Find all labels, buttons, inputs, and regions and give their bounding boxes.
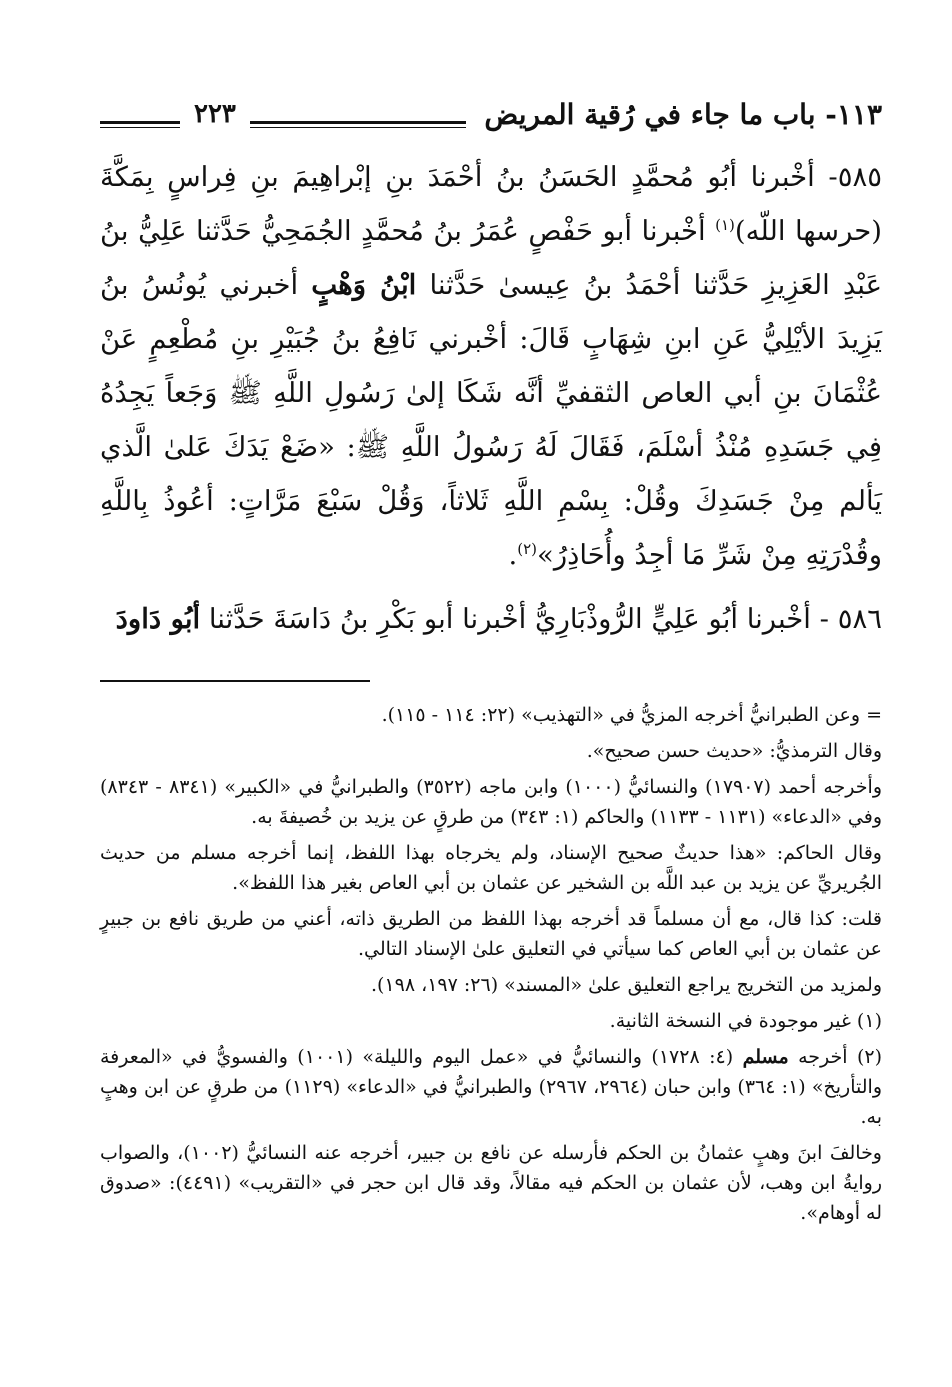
footnote-continued-4: وقال الحاكم: «هذا حديثٌ صحيح الإسناد، ولم يخرجاه بهذا اللفظ، إنما أخرجه مسلم من حديث الجُريريِّ عن يزيد بن عبد اللَّه بن الشخير عن عثمان بن أبي العاص بغير هذا اللفظ». bbox=[100, 842, 882, 894]
footnote-ref-1: (١) bbox=[715, 215, 735, 234]
footnote-2-prefix: (٢) أخرجه bbox=[788, 1046, 883, 1068]
footnote-continued-6: ولمزيد من التخريج يراجع التعليق علىٰ «المسند» (٢٦: ١٩٧، ١٩٨). bbox=[370, 974, 882, 996]
footnote-ref-2: (٢) bbox=[517, 539, 538, 558]
footnote-continued-2: وقال الترمذيُّ: «حديث حسن صحيح». bbox=[586, 740, 882, 762]
footnote-2-rest: (٤: ١٧٢٨) والنسائيُّ في «عمل اليوم والليلة» (١٠٠١) والفسويُّ في «المعرفة والتأريخ» (١: ٣٦٤) وابن حبان (٢٩٦٤، ٢٩٦٧) والطبرانيُّ في «الدعاء» (١١٢٩) من طرقٍ عن ابن وهبٍ به. bbox=[100, 1046, 882, 1128]
footnote-separator bbox=[100, 680, 370, 682]
hadith-586-text: ٥٨٦ - أخْبرنا أبُو عَلِيٍّ الرُّوذْبَارِيُّ أخْبرنا أبو بَكْرِ بنُ دَاسَةَ حَدَّثنا bbox=[200, 603, 882, 635]
chapter-title: ١١٣- باب ما جاء في رُقية المريض bbox=[484, 97, 882, 131]
footnote-continued-3: وأخرجه أحمد (١٧٩٠٧) والنسائيُّ (١٠٠٠) وابن ماجه (٣٥٢٢) والطبرانيُّ في «الكبير» (٨٣٤١ - ٨٣٤٣) وفي «الدعاء» (١١٣١ - ١١٣٣) والحاكم (١: ٣٤٣) من طرقٍ عن يزيد بن خُصيفةَ به. bbox=[100, 776, 882, 828]
hadith-585-text: ٥٨٥- أخْبرنا أبُو مُحمَّدٍ الحَسَنُ بنُ أحْمَدَ بنِ إبْراهِيمَ بنِ فِراسٍ بِمَكَّةَ (حرسها اللّه) bbox=[100, 161, 882, 247]
header-rule-long bbox=[250, 121, 467, 128]
hadith-585-end: . bbox=[508, 539, 518, 571]
main-text bbox=[100, 150, 882, 646]
footnote-2-bold: مسلم bbox=[742, 1046, 789, 1068]
footnote-continued-5: قلت: كذا قال، مع أن مسلماً قد أخرجه بهذا اللفظ من الطريق ذاته، أعني من طريق نافع بن جبيرٍ عن عثمان بن أبي العاص كما سيأتي في التعليق علىٰ الإسناد التالي. bbox=[100, 908, 882, 960]
hadith-585-text-2: أخْبرنا أبو حَفْصٍ عُمَرُ بنُ مُحمَّدٍ الجُمَحِيُّ حَدَّثنا عَلِيُّ بنُ عَبْدِ العَزِيزِ حَدَّثنا أحْمَدُ بنُ عِيسىٰ حَدَّثنا bbox=[100, 215, 883, 301]
footnote-2 bbox=[100, 1042, 882, 1132]
narrator-ibn-wahb: ابْنُ وَهْبٍ bbox=[311, 269, 417, 301]
running-header bbox=[100, 90, 882, 138]
footnote-2-continued: وخالفَ ابنَ وهبٍ عثمانُ بن الحكم فأرسله عن نافع بن جبير، أخرجه عنه النسائيُّ (١٠٠٢)، والصواب روايةُ ابن وهب، لأن عثمان بن الحكم فيه مقالاً، وقد قال ابن حجر في «التقريب» (٤٤٩١): «صدوق له أوهام». bbox=[100, 1142, 882, 1224]
hadith-585 bbox=[100, 150, 882, 582]
narrator-abu-dawud: أبُو دَاودَ bbox=[115, 603, 201, 635]
hadith-585-text-3: أخبرني يُونُسُ بنُ يَزِيدَ الأيْلِيُّ عَنِ ابنِ شِهَابٍ قَالَ: أخْبرني نَافِعُ بنُ جُبَيْرِ بنِ مُطْعِمٍ عَنْ عُثْمَانَ بنِ أبي العاص الثقفيِّ أنَّه شَكَا إلىٰ رَسُولِ اللَّهِ ﷺ وَجَعاً يَجِدُهُ فِي جَسَدِهِ مُنْذُ أسْلَمَ، فَقَالَ لَهُ رَسُولُ اللَّهِ ﷺ: «ضَعْ يَدَكَ عَلىٰ الَّذي يَألم مِنْ جَسَدِكَ وقُلْ: بِسْمِ اللَّهِ ثَلاثاً، وَقُلْ سَبْعَ مَرَّاتٍ: أعُوذُ بِاللَّهِ وقُدْرَتِهِ مِنْ شَرِّ مَا أجِدُ وأُحَاذِرُ» bbox=[100, 269, 882, 571]
header-rule-short bbox=[100, 121, 180, 128]
footnote-continued-1: = وعن الطبرانيُّ أخرجه المزيُّ في «التهذيب» (٢٢: ١١٤ - ١١٥). bbox=[381, 704, 882, 726]
footnotes bbox=[100, 700, 882, 1228]
page-number: ٢٢٣ bbox=[194, 99, 236, 129]
book-page bbox=[100, 90, 882, 1234]
footnote-1: (١) غير موجودة في النسخة الثانية. bbox=[609, 1010, 882, 1032]
hadith-586 bbox=[100, 592, 882, 646]
